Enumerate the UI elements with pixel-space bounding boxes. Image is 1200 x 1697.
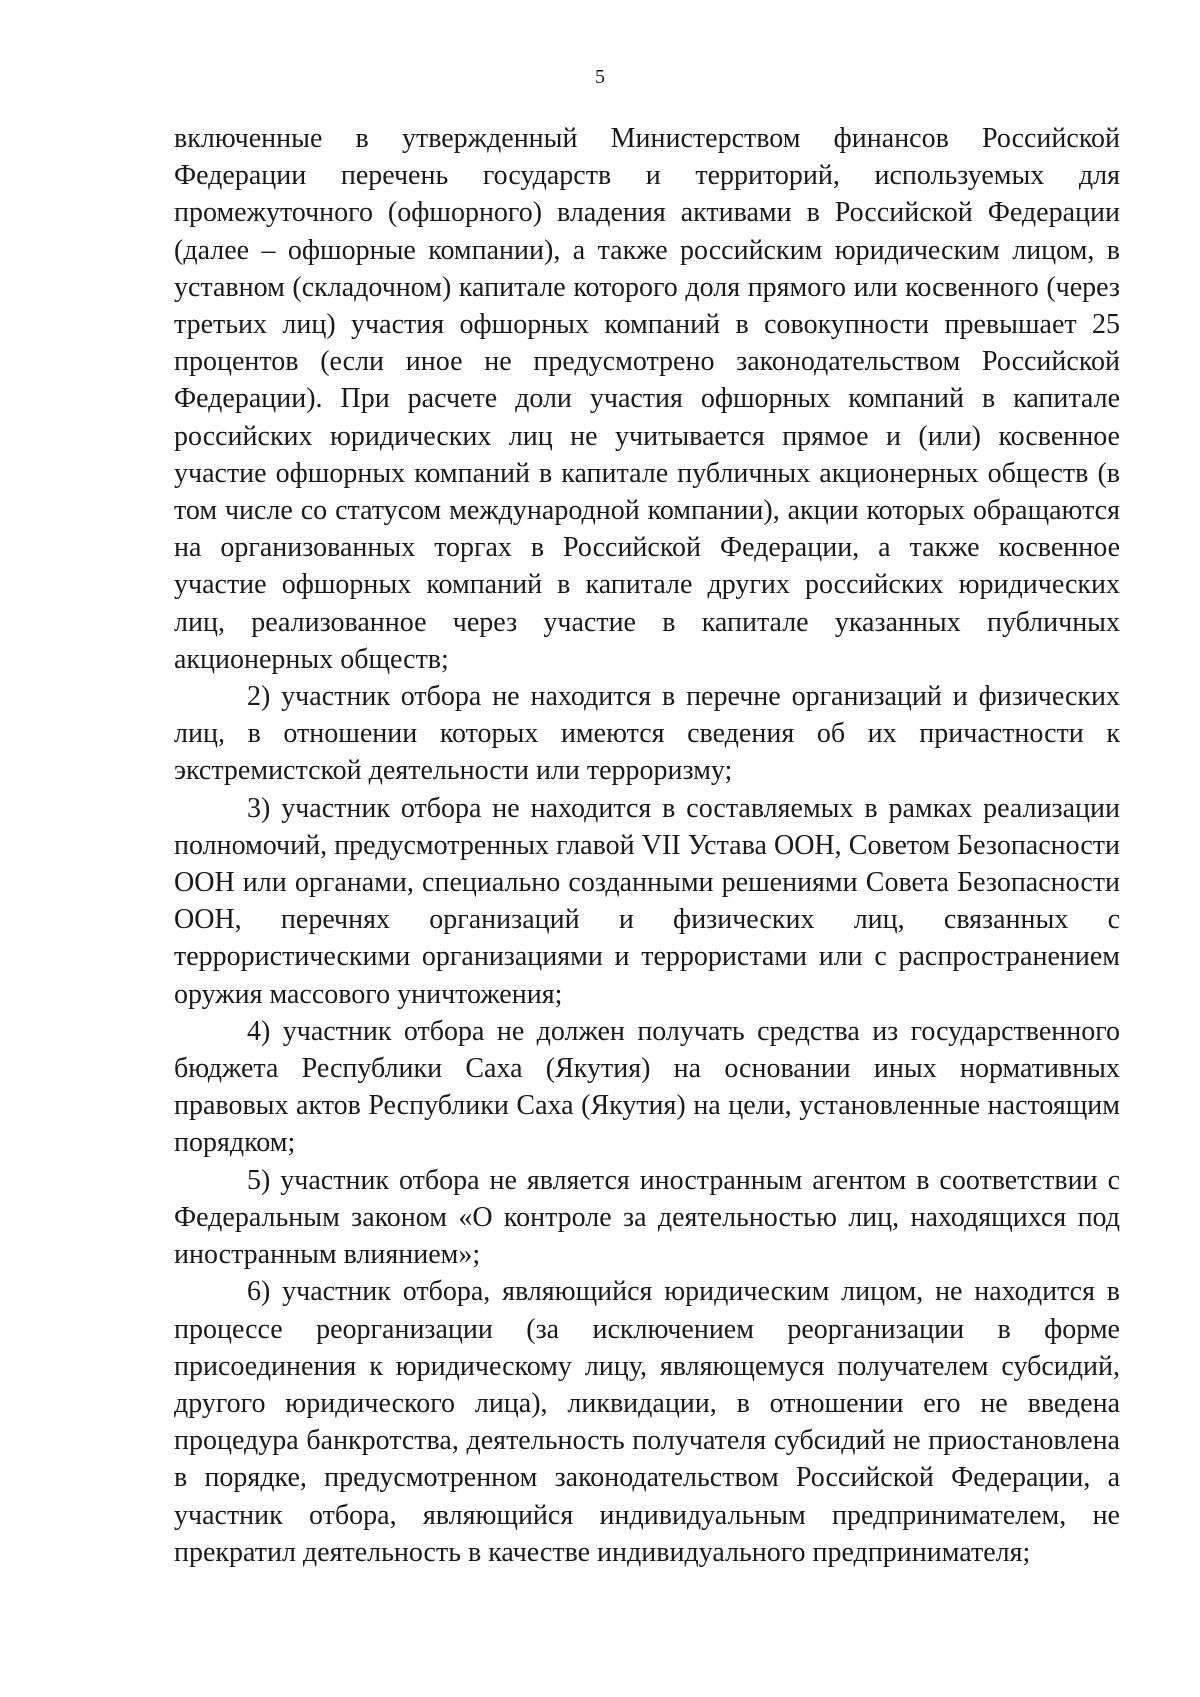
paragraph-continuation: включенные в утвержденный Министерством финансов Российской Федерации перечень государств и территорий, используемых для промежуточного (офшорного) владения активами в Российской Федерации (далее – офшорные компании), а также российским юридическим лицом, в уставном (складочном) капитале которого доля прямого или косвенного (через третьих лиц) участия офшорных компаний в совокупности превышает 25 процентов (если иное не предусмотрено законодательством Российской Федерации). При расчете доли участия офшорных компаний в капитале российских юридических лиц не учитывается прямое и (или) косвенное участие офшорных компаний в капитале публичных акционерных обществ (в том числе со статусом международной компании), акции которых обращаются на организованных торгах в Российской Федерации, а также косвенное участие офшорных компаний в капитале других российских юридических лиц, реализованное через участие в капитале указанных публичных акционерных обществ; <box>174 123 1120 675</box>
document-body <box>174 120 1120 1571</box>
page-number: 5 <box>595 66 605 88</box>
paragraph-item-4: 4) участник отбора не должен получать средства из государственного бюджета Республики Саха (Якутия) на основании иных нормативных правовых актов Республики Саха (Якутия) на цели, установленные настоящим порядком; <box>174 1015 1120 1159</box>
paragraph-item-5: 5) участник отбора не является иностранным агентом в соответствии с Федеральным законом «О контроле за деятельностью лиц, находящихся под иностранным влиянием»; <box>174 1164 1120 1271</box>
paragraph-item-3: 3) участник отбора не находится в составляемых в рамках реализации полномочий, предусмотренных главой VII Устава ООН, Советом Безопасности ООН или органами, специально созданными решениями Совета Безопасности ООН, перечнях организаций и физических лиц, связанных с террористическими организациями и террористами или с распространением оружия массового уничтожения; <box>174 792 1120 1010</box>
paragraph-item-2: 2) участник отбора не находится в перечне организаций и физических лиц, в отношении которых имеются сведения об их причастности к экстремистской деятельности или терроризму; <box>174 681 1120 787</box>
paragraph-item-6: 6) участник отбора, являющийся юридическим лицом, не находится в процессе реорганизации (за исключением реорганизации в форме присоединения к юридическому лицу, являющемуся получателем субсидий, другого юридического лица), ликвидации, в отношении его не введена процедура банкротства, деятельность получателя субсидий не приостановлена в порядке, предусмотренном законодательством Российской Федерации, а участник отбора, являющийся индивидуальным предпринимателем, не прекратил деятельность в качестве индивидуального предпринимателя; <box>174 1276 1120 1568</box>
